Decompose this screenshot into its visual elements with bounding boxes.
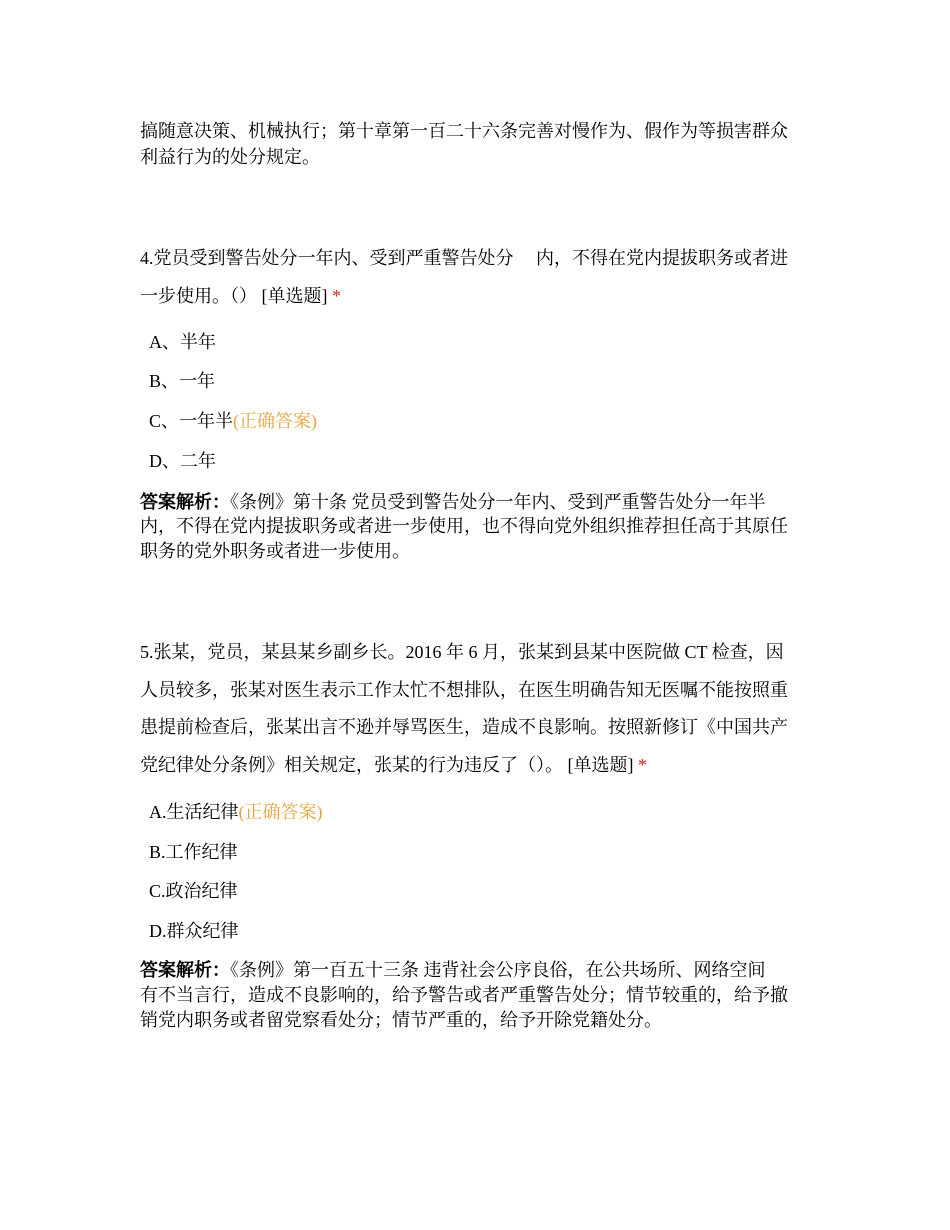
question-text-end: 党纪律处分条例》相关规定，张某的行为违反了（）。 [单选题] [140, 755, 634, 775]
question-text: 4.党员受到警告处分一年内、受到严重警告处分 内，不得在党内提拔职务或者进 [140, 248, 788, 268]
option-label: C、一年半 [149, 411, 234, 431]
option-label: B.工作纪律 [149, 842, 238, 862]
question-text: 人员较多，张某对医生表示工作太忙不想排队，在医生明确告知无医嘱不能按照重 [140, 680, 788, 700]
option-label: D、二年 [149, 451, 216, 471]
explanation-line: 销党内职务或者留党察看处分；情节严重的，给予开除党籍处分。 [140, 1010, 662, 1030]
option-label: C.政治纪律 [149, 881, 238, 901]
option-b[interactable] [149, 840, 238, 864]
explanation-line: 内，不得在党内提拔职务或者进一步使用，也不得向党外组织推荐担任高于其原任 [140, 516, 788, 536]
option-label: D.群众纪律 [149, 921, 239, 941]
option-label: B、一年 [149, 371, 216, 391]
option-a[interactable] [149, 330, 216, 354]
explanation-text: 《条例》第一百五十三条 违背社会公序良俗，在公共场所、网络空间 [230, 960, 766, 980]
question-text [140, 284, 341, 308]
option-c[interactable] [149, 409, 317, 433]
text-line: 搞随意决策、机械执行；第十章第一百二十六条完善对慢作为、假作为等损害群众 [140, 121, 788, 141]
required-mark: * [332, 286, 341, 306]
option-b[interactable] [149, 369, 215, 393]
explanation-label: 答案解析： [140, 492, 230, 512]
option-d[interactable] [149, 919, 239, 943]
option-d[interactable] [149, 449, 216, 473]
question-text: 患提前检查后，张某出言不逊并辱骂医生，造成不良影响。按照新修订《中国共产 [140, 717, 788, 737]
correct-answer-tag: (正确答案) [238, 802, 323, 822]
option-label: A、半年 [149, 332, 216, 352]
question-text [140, 753, 647, 777]
explanation-line: 有不当言行，造成不良影响的，给予警告或者严重警告处分；情节较重的，给予撤 [140, 985, 788, 1005]
question-text: 5.张某，党员，某县某乡副乡长。2016 年 6 月，张某到县某中医院做 CT 检查，因 [140, 642, 784, 662]
explanation-line [140, 490, 766, 514]
option-a[interactable] [149, 800, 323, 824]
explanation-line: 职务的党外职务或者进一步使用。 [140, 541, 410, 561]
required-mark: * [638, 755, 647, 775]
text-line: 利益行为的处分规定。 [140, 147, 320, 167]
explanation-label: 答案解析： [140, 960, 230, 980]
explanation-line [140, 958, 766, 982]
correct-answer-tag: (正确答案) [233, 411, 318, 431]
explanation-text: 《条例》第十条 党员受到警告处分一年内、受到严重警告处分一年半 [230, 492, 766, 512]
option-c[interactable] [149, 879, 238, 903]
question-text-end: 一步使用。（） [单选题] [140, 286, 328, 306]
option-label: A.生活纪律 [149, 802, 239, 822]
